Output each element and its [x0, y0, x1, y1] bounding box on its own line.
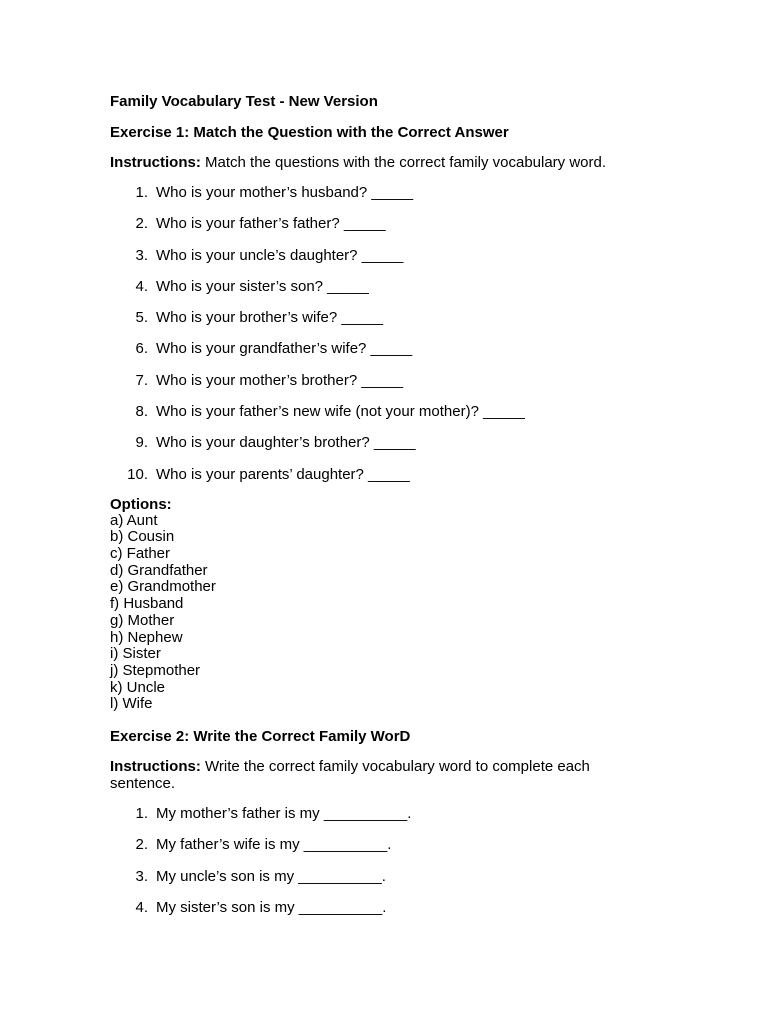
question-number: 9.	[135, 434, 148, 452]
option-item: b) Cousin	[110, 528, 175, 546]
exercise1-question	[110, 277, 630, 296]
option-item: l) Wife	[110, 695, 153, 713]
option-item: e) Grandmother	[110, 578, 216, 596]
question-text: Who is your mother’s husband? _____	[156, 184, 414, 201]
option-item: i) Sister	[110, 645, 161, 663]
exercise1-question	[110, 183, 630, 202]
question-number: 4.	[135, 899, 148, 916]
question-text: Who is your sister’s son? _____	[156, 277, 369, 295]
option-item: c) Father	[110, 545, 171, 563]
option-item: j) Stepmother	[110, 662, 201, 679]
exercise1-question-list	[110, 183, 630, 484]
exercise1-instructions-text: Match the questions with the correct family vocabulary word.	[200, 154, 607, 171]
question-text: My father’s wife is my __________.	[156, 836, 392, 854]
question-number: 1.	[135, 805, 148, 823]
exercise2-question	[110, 898, 630, 917]
option-item: a) Aunt	[110, 511, 158, 529]
exercise1-question	[110, 371, 630, 390]
option-item: f) Husband	[110, 595, 184, 613]
question-number: 7.	[135, 371, 148, 389]
option-item: g) Mother	[110, 611, 175, 629]
options-list	[110, 513, 630, 713]
question-text: Who is your brother’s wife? _____	[156, 309, 384, 327]
exercise2-instructions-text: Write the correct family vocabulary word to complete each sentence.	[110, 758, 590, 793]
question-text: Who is your uncle’s daughter? _____	[156, 246, 404, 264]
document-page	[110, 92, 630, 917]
question-text: Who is your father’s father? _____	[156, 215, 386, 233]
exercise1-instructions-label: Instructions:	[110, 154, 201, 171]
exercise1-instructions	[110, 154, 630, 171]
exercise1-heading: Exercise 1: Match the Question with the Correct Answer	[110, 124, 509, 141]
question-text: My mother’s father is my __________.	[156, 805, 412, 823]
question-text: Who is your grandfather’s wife? _____	[156, 340, 413, 358]
question-text: Who is your daughter’s brother? _____	[156, 434, 416, 452]
question-number: 6.	[135, 340, 148, 358]
exercise2-question	[110, 835, 630, 854]
exercise1-question	[110, 465, 630, 484]
options-label: Options:	[110, 495, 172, 513]
exercise2-instructions-label: Instructions:	[110, 758, 201, 776]
exercise2-question	[110, 804, 630, 823]
document-title: Family Vocabulary Test - New Version	[110, 93, 378, 110]
question-number: 3.	[135, 246, 148, 264]
option-item: d) Grandfather	[110, 561, 208, 579]
exercise1-question	[110, 246, 630, 265]
exercise1-question	[110, 339, 630, 358]
question-number: 5.	[135, 309, 148, 327]
question-number: 10.	[127, 465, 148, 483]
exercise1-question	[110, 433, 630, 452]
exercise2-heading: Exercise 2: Write the Correct Family WorD	[110, 728, 411, 746]
question-number: 3.	[135, 867, 148, 885]
question-text: My sister’s son is my __________.	[156, 899, 387, 916]
exercise1-question	[110, 214, 630, 233]
question-number: 4.	[135, 277, 148, 295]
question-text: Who is your parents’ daughter? _____	[156, 465, 410, 483]
question-number: 1.	[135, 184, 148, 201]
question-number: 8.	[135, 403, 148, 421]
option-item: h) Nephew	[110, 628, 183, 646]
question-text: My uncle’s son is my __________.	[156, 867, 386, 885]
option-item: k) Uncle	[110, 678, 166, 696]
exercise1-question	[110, 402, 630, 421]
question-text: Who is your father’s new wife (not your mother)? _____	[156, 403, 525, 421]
exercise1-question	[110, 308, 630, 327]
exercise2-instructions	[110, 758, 630, 792]
exercise2-question-list	[110, 804, 630, 917]
question-number: 2.	[135, 215, 148, 233]
exercise2-question	[110, 867, 630, 886]
question-number: 2.	[135, 836, 148, 854]
question-text: Who is your mother’s brother? _____	[156, 371, 404, 389]
